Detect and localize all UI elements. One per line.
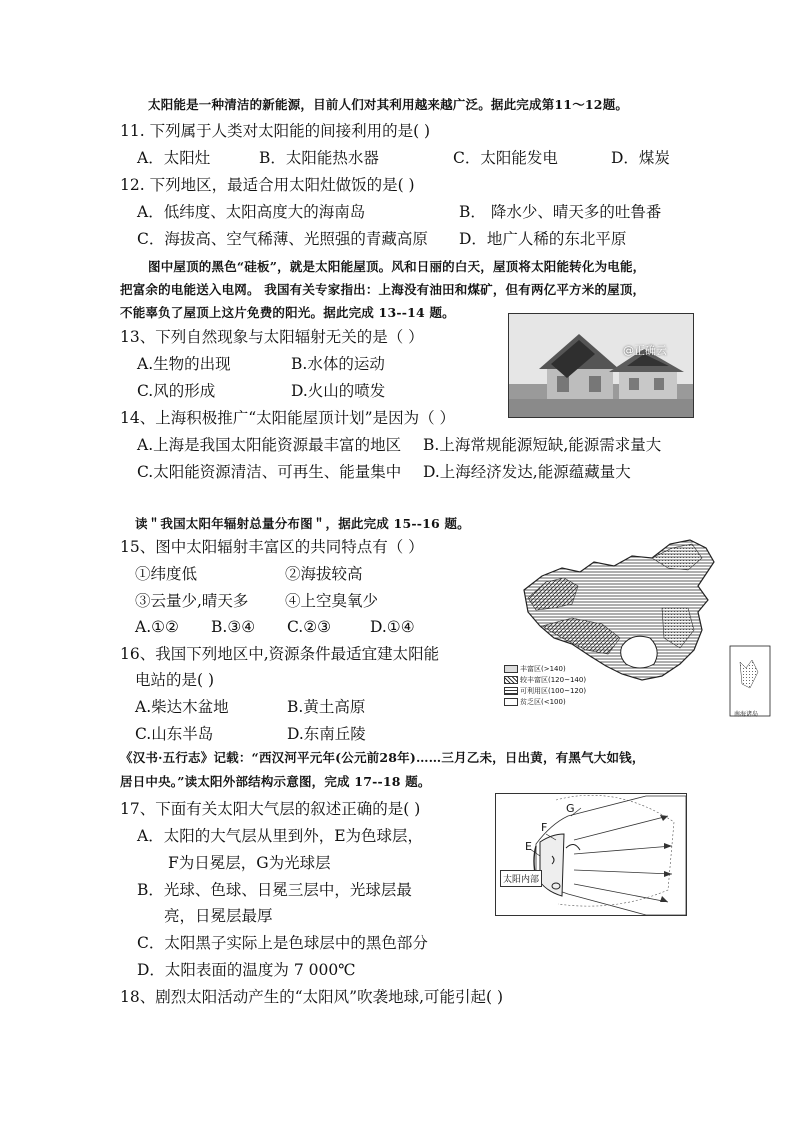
intro-text-17-18-line1: 《汉书·五行志》记载：“西汉河平元年(公元前28年)……三月乙未，日出黄，有黑气大如钱， — [120, 750, 645, 765]
solar-roof-house-photo — [508, 313, 694, 418]
question-17-option-c[interactable]: C．太阳黑子实际上是色球层中的黑色部分 — [137, 934, 428, 952]
intro-text-13-14-line3: 不能辜负了屋顶上这片免费的阳光。据此完成 13--14 题。 — [120, 305, 455, 320]
sun-structure-figure — [495, 793, 687, 916]
question-11-option-c[interactable]: C．太阳能发电 — [453, 149, 558, 167]
map-inset-label: 南海诸岛 — [734, 711, 759, 718]
map-legend-usable: 可利用区(100~120) — [504, 686, 586, 696]
question-13-option-d[interactable]: D.火山的喷发 — [291, 382, 386, 400]
photo-watermark: @正确云 — [623, 344, 667, 357]
question-12-stem: 12. 下列地区，最适合用太阳灶做饭的是( ) — [120, 176, 415, 194]
question-11-stem: 11. 下列属于人类对太阳能的间接利用的是( ) — [120, 122, 431, 140]
question-13-option-c[interactable]: C.风的形成 — [137, 382, 216, 400]
intro-text-11-12: 太阳能是一种清洁的新能源，目前人们对其利用越来越广泛。据此完成第11～12题。 — [148, 97, 629, 112]
question-11-option-a[interactable]: A．太阳灶 — [137, 149, 211, 167]
question-17-option-a-line2: F为日冕层，G为光球层 — [168, 854, 331, 872]
question-16-option-b[interactable]: B.黄土高原 — [287, 698, 366, 716]
question-15-item-3: ③云量少,晴天多 — [135, 592, 249, 610]
house-illustration — [509, 314, 693, 417]
question-11-option-b[interactable]: B．太阳能热水器 — [259, 149, 379, 167]
question-14-option-c[interactable]: C.太阳能资源清洁、可再生、能量集中 — [137, 463, 402, 481]
sun-interior-label: 太阳内部 — [500, 870, 542, 887]
question-17-option-a-line1[interactable]: A．太阳的大气层从里到外，E为色球层， — [137, 827, 424, 845]
intro-text-13-14-line1: 图中屋顶的黑色“硅板”，就是太阳能屋顶。风和日丽的白天，屋顶将太阳能转化为电能， — [148, 259, 646, 274]
question-15-stem: 15、图中太阳辐射丰富区的共同特点有（ ） — [120, 538, 424, 556]
sun-label-f: F — [541, 821, 548, 834]
question-15-item-2: ②海拔较高 — [285, 565, 363, 583]
question-17-option-d[interactable]: D．太阳表面的温度为 7 000℃ — [137, 961, 356, 979]
intro-text-15-16: 读＂我国太阳年辐射总量分布图＂，据此完成 15--16 题。 — [135, 516, 470, 531]
china-solar-radiation-map — [502, 538, 782, 720]
question-17-stem: 17、下面有关太阳大气层的叙述正确的是( ) — [120, 800, 421, 818]
question-16-option-a[interactable]: A.柴达木盆地 — [135, 698, 229, 716]
question-14-option-b[interactable]: B.上海常规能源短缺,能源需求量大 — [423, 436, 662, 454]
question-13-option-a[interactable]: A.生物的出现 — [137, 355, 231, 373]
question-12-option-a[interactable]: A．低纬度、太阳高度大的海南岛 — [137, 203, 366, 221]
sun-layers-diagram — [496, 794, 686, 915]
question-14-option-a[interactable]: A.上海是我国太阳能资源最丰富的地区 — [137, 436, 402, 454]
question-12-option-d[interactable]: D．地广人稀的东北平原 — [459, 230, 627, 248]
question-17-option-b-line1[interactable]: B．光球、色球、日冕三层中，光球层最 — [137, 881, 412, 899]
question-13-stem: 13、下列自然现象与太阳辐射无关的是（ ） — [120, 328, 424, 346]
question-16-option-d[interactable]: D.东南丘陵 — [287, 725, 366, 743]
question-15-option-a[interactable]: A.①② — [135, 618, 179, 636]
question-16-stem-line1: 16、我国下列地区中,资源条件最适宜建太阳能 — [120, 645, 440, 663]
intro-text-13-14-line2: 把富余的电能送入电网。 我国有关专家指出：上海没有油田和煤矿，但有两亿平方米的屋顶， — [120, 282, 646, 297]
sun-label-e: E — [525, 840, 532, 853]
question-14-option-d[interactable]: D.上海经济发达,能源蕴藏量大 — [423, 463, 631, 481]
map-legend-rich: 丰富区(>140) — [504, 664, 566, 674]
map-legend-poor: 贫乏区(<100) — [504, 697, 566, 707]
question-16-option-c[interactable]: C.山东半岛 — [135, 725, 214, 743]
intro-text-17-18-line2: 居日中央。”读太阳外部结构示意图，完成 17--18 题。 — [120, 774, 431, 789]
question-15-item-4: ④上空臭氧少 — [285, 592, 379, 610]
question-13-option-b[interactable]: B.水体的运动 — [291, 355, 385, 373]
question-15-item-1: ①纬度低 — [135, 565, 198, 583]
question-15-option-c[interactable]: C.②③ — [287, 618, 332, 636]
question-12-option-b[interactable]: B． 降水少、晴天多的吐鲁番 — [459, 203, 662, 221]
question-16-stem-line2: 电站的是( ) — [135, 671, 215, 689]
sun-label-g: G — [566, 802, 575, 815]
question-12-option-c[interactable]: C．海拔高、空气稀薄、光照强的青藏高原 — [137, 230, 428, 248]
question-17-option-b-line2: 亮，日冕层最厚 — [164, 907, 273, 925]
map-legend-fairly-rich: 较丰富区(120~140) — [504, 675, 586, 685]
question-14-stem: 14、上海积极推广“太阳能屋顶计划”是因为（ ） — [120, 409, 455, 427]
question-15-option-b[interactable]: B.③④ — [211, 618, 256, 636]
question-11-option-d[interactable]: D．煤炭 — [611, 149, 670, 167]
question-18-stem: 18、剧烈太阳活动产生的“太阳风”吹袭地球,可能引起( ) — [120, 988, 504, 1006]
question-15-option-d[interactable]: D.①④ — [370, 618, 415, 636]
